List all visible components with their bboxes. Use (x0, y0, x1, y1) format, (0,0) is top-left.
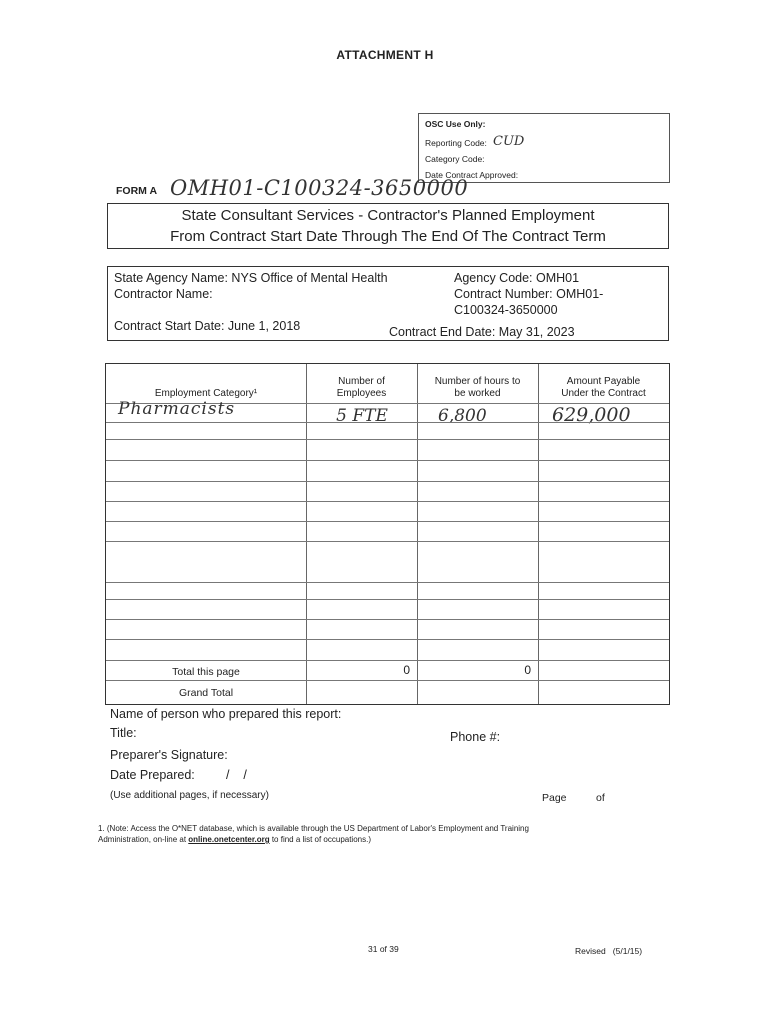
agency-info-box (107, 266, 669, 341)
footnote-line1: 1. (Note: Access the O*NET database, which is available through the US Department of Labor's Employment and Training (98, 824, 529, 833)
phone-label: Phone #: (450, 730, 501, 744)
column-divider (417, 364, 418, 704)
footnote-text: Administration, on-line at (98, 835, 189, 844)
row-divider (106, 660, 669, 661)
row-divider (106, 481, 669, 482)
row1-hours: 6,800 (438, 406, 487, 426)
contract-start-date: Contract Start Date: June 1, 2018 (114, 319, 301, 333)
row1-category: Pharmacists (118, 399, 236, 419)
header-hours-line2: be worked (454, 388, 501, 399)
page-label: Page (542, 792, 567, 804)
row-divider (106, 541, 669, 542)
header-employment-category: Employment Category¹ (154, 388, 258, 399)
revised-date: Revised (5/1/15) (575, 946, 643, 956)
reporting-code-label: Reporting Code: (425, 138, 487, 148)
contract-end-date: Contract End Date: May 31, 2023 (389, 325, 575, 339)
agency-name: State Agency Name: NYS Office of Mental Health (114, 271, 388, 285)
column-divider (538, 364, 539, 704)
total-this-page-label: Total this page (172, 666, 240, 678)
row-divider (106, 619, 669, 620)
category-code-label: Category Code: (425, 154, 485, 164)
osc-title: OSC Use Only: (425, 119, 486, 129)
form-title-line1: State Consultant Services - Contractor's Planned Employment (181, 207, 595, 224)
contract-number-line2: C100324-3650000 (454, 303, 558, 317)
header-hours-line1: Number of hours to (434, 376, 521, 387)
total-employees-value: 0 (403, 663, 410, 677)
form-title-box (107, 203, 669, 249)
column-divider (306, 364, 307, 704)
employment-table (105, 363, 670, 705)
footnote (98, 823, 698, 845)
header-employees-line2: Employees (336, 388, 387, 399)
row1-employees: 5 FTE (336, 406, 388, 426)
header-amount-line2: Under the Contract (561, 388, 646, 399)
row-divider (106, 680, 669, 681)
page-number: 31 of 39 (368, 944, 399, 954)
additional-pages-note: (Use additional pages, if necessary) (110, 790, 269, 801)
osc-use-box (418, 113, 670, 183)
form-label: FORM A (116, 185, 158, 197)
form-title-line2: From Contract Start Date Through The End Of The Contract Term (170, 228, 606, 245)
reporting-code-value: CUD (493, 134, 525, 149)
header-hours-worked (417, 376, 538, 400)
date-approved-label: Date Contract Approved: (425, 170, 519, 180)
total-hours-value: 0 (524, 663, 531, 677)
contractor-name: Contractor Name: (114, 287, 213, 301)
agency-code: Agency Code: OMH01 (454, 271, 580, 285)
preparer-signature-label: Preparer's Signature: (110, 748, 228, 762)
row-divider (106, 599, 669, 600)
form-number-handwritten: OMH01-C100324-3650000 (170, 176, 469, 200)
date-prepared-label: Date Prepared: (110, 768, 195, 782)
header-number-of-employees (306, 376, 417, 400)
header-amount-line1: Amount Payable (566, 376, 641, 387)
header-amount-payable (538, 376, 669, 400)
footnote-line2 (98, 834, 698, 845)
row-divider (106, 582, 669, 583)
row-divider (106, 439, 669, 440)
row-divider (106, 501, 669, 502)
header-employees-line1: Number of (338, 376, 385, 387)
preparer-name-label: Name of person who prepared this report: (110, 707, 342, 721)
row-divider (106, 460, 669, 461)
row-divider (106, 422, 669, 423)
page-heading: ATTACHMENT H (336, 48, 434, 62)
row-divider (106, 521, 669, 522)
date-prepared-value: / / (226, 768, 247, 782)
contract-number-line1: Contract Number: OMH01- (454, 287, 604, 301)
footnote-text-end: to find a list of occupations.) (269, 835, 371, 844)
grand-total-label: Grand Total (178, 687, 234, 699)
preparer-title-label: Title: (110, 726, 137, 740)
row1-amount: 629,000 (552, 404, 631, 426)
of-label: of (596, 792, 605, 804)
row-divider (106, 639, 669, 640)
onet-link[interactable]: online.onetcenter.org (188, 835, 270, 844)
